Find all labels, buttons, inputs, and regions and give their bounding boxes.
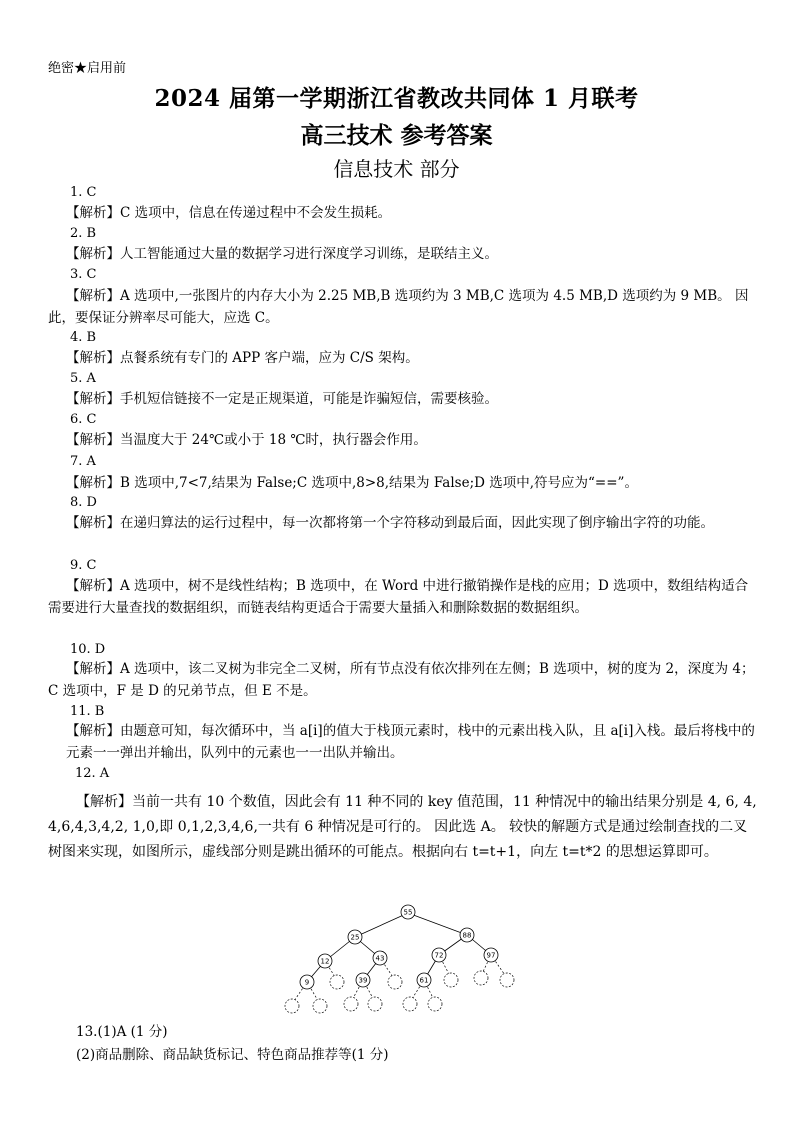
answer-9: 9. C	[70, 558, 97, 573]
exam-title: 2024 届第一学期浙江省教改共同体 1 月联考	[154, 85, 639, 112]
tree-edge	[408, 913, 467, 935]
explanation-12: 【解析】当前一共有 10 个数值，因此会有 11 种不同的 key 值范围，11 种情况中的输出结果分别是 4, 6, 4, 4,6,4,3,4,2, 1,0,即 0,1,2,3,4,6,一共有 6 种情况是可行的。 因此选 A。 较快的解题方式是通过绘制查找的二叉树图来实现，如图所示，虚线部分则是跳出循环的可能点。根据向右 t=t+1，向左 t=t*2 的思想运算即可。	[48, 794, 757, 860]
answer-11: 11. B	[70, 704, 105, 719]
answer-7: 7. A	[70, 454, 96, 469]
binary-search-tree-figure	[270, 900, 530, 1020]
answer-8: 8. D	[70, 495, 97, 510]
answer-2: 2. B	[70, 226, 97, 241]
tree-node-label: 97	[486, 951, 496, 960]
tree-empty-node	[500, 973, 514, 987]
tree-node-label: 12	[320, 957, 330, 966]
tree-empty-node	[428, 997, 442, 1011]
exam-subtitle: 高三技术 参考答案	[300, 122, 493, 149]
explanation-4: 【解析】点餐系统有专门的 APP 客户端，应为 C/S 架构。	[66, 350, 419, 366]
tree-node-label: 43	[375, 954, 385, 963]
tree-empty-node	[368, 997, 382, 1011]
section-title: 信息技术 部分	[333, 157, 460, 181]
tree-node-label: 88	[462, 931, 472, 940]
answer-1: 1. C	[70, 185, 97, 200]
answer-12: 12. A	[75, 766, 110, 781]
explanation-7: 【解析】B 选项中,7<7,结果为 False;C 选项中,8>8,结果为 False;D 选项中,符号应为“==”。	[66, 475, 638, 491]
secret-label: 绝密★启用前	[48, 61, 127, 76]
explanation-9: 【解析】A 选项中，树不是线性结构；B 选项中，在 Word 中进行撤销操作是栈的应用；D 选项中，数组结构适合需要进行大量查找的数据组织，而链表结构更适合于需要大量插入和删除数据的数据组织。	[48, 578, 749, 616]
tree-empty-node	[474, 971, 488, 985]
tree-empty-node	[403, 997, 417, 1011]
explanation-6: 【解析】当温度大于 24℃或小于 18 ℃时，执行器会作用。	[66, 432, 427, 448]
tree-empty-node	[313, 999, 327, 1013]
explanation-8: 【解析】在递归算法的运行过程中，每一次都将第一个字符移动到最后面，因此实现了倒序输出字符的功能。	[66, 515, 714, 531]
tree-empty-node	[444, 973, 458, 987]
tree-edge	[355, 913, 408, 937]
tree-node-label: 9	[304, 978, 310, 987]
answer-13-part2: (2)商品删除、商品缺货标记、特色商品推荐等(1 分)	[76, 1047, 389, 1063]
tree-empty-node	[330, 975, 344, 989]
explanation-1: 【解析】C 选项中，信息在传递过程中不会发生损耗。	[66, 205, 392, 221]
explanation-2: 【解析】人工智能通过大量的数据学习进行深度学习训练，是联结主义。	[66, 246, 498, 262]
answer-4: 4. B	[70, 330, 97, 345]
answer-6: 6. C	[70, 412, 97, 427]
tree-empty-node	[388, 975, 402, 989]
tree-node-label: 25	[350, 933, 360, 942]
explanation-10: 【解析】A 选项中，该二叉树为非完全二叉树，所有节点没有依次排列在左侧；B 选项中，树的度为 2，深度为 4；C 选项中，F 是 D 的兄弟节点，但 E 不是。	[48, 661, 755, 699]
explanation-11: 【解析】由题意可知，每次循环中，当 a[i]的值大于栈顶元素时，栈中的元素出栈入队，且 a[i]入栈。最后将栈中的元素一一弹出并输出，队列中的元素也一一出队并输出。	[66, 723, 755, 761]
answer-5: 5. A	[70, 371, 96, 386]
answer-10: 10. D	[70, 642, 106, 657]
explanation-3: 【解析】A 选项中,一张图片的内存大小为 2.25 MB,B 选项约为 3 MB,C 选项为 4.5 MB,D 选项约为 9 MB。 因此，要保证分辨率尽可能大，应选 C。	[48, 288, 749, 326]
tree-node-label: 72	[434, 951, 444, 960]
tree-node-label: 39	[358, 976, 368, 985]
tree-empty-node	[344, 997, 358, 1011]
tree-node-label: 61	[419, 976, 429, 985]
tree-empty-node	[285, 999, 299, 1013]
tree-node-label: 55	[403, 908, 413, 917]
explanation-5: 【解析】手机短信链接不一定是正规渠道，可能是诈骗短信，需要核验。	[66, 391, 498, 407]
answer-13-part1: 13.(1)A (1 分)	[76, 1024, 168, 1040]
answer-3: 3. C	[70, 267, 97, 282]
